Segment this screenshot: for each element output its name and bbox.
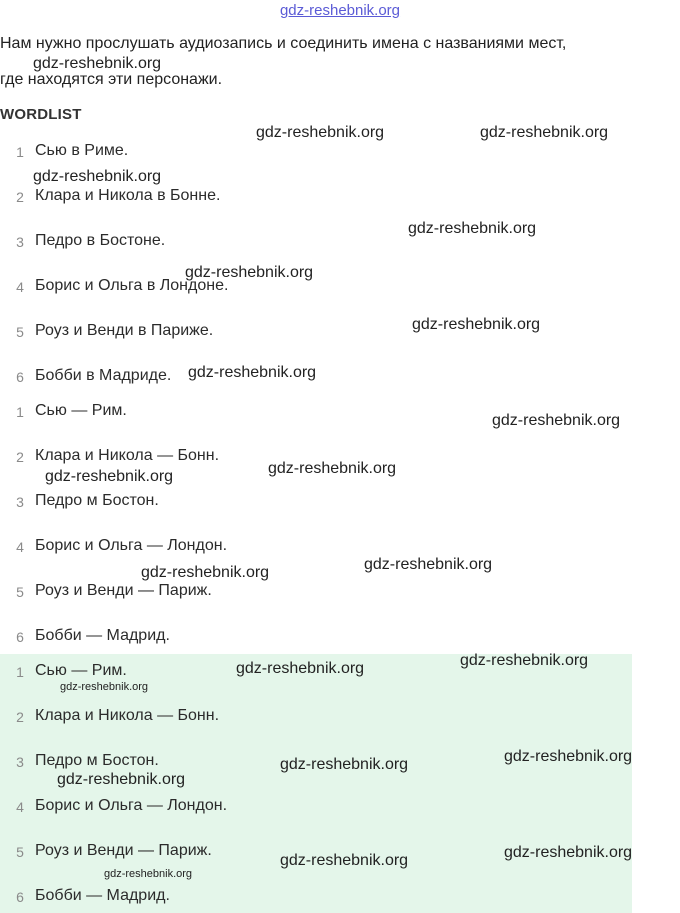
watermark: gdz-reshebnik.org bbox=[256, 124, 385, 141]
item-number: 3 bbox=[16, 754, 24, 770]
item-number: 1 bbox=[16, 144, 24, 160]
item-number: 2 bbox=[16, 189, 24, 205]
watermark-small: gdz-reshebnik.org bbox=[60, 681, 149, 693]
item-text: Клара и Никола в Бонне. bbox=[35, 187, 221, 204]
item-text: Педро в Бостоне. bbox=[35, 232, 166, 249]
item-text: Педро м Бостон. bbox=[35, 492, 159, 509]
item-text: Борис и Ольга — Лондон. bbox=[35, 797, 228, 814]
item-number: 6 bbox=[16, 369, 24, 385]
item-number: 4 bbox=[16, 799, 24, 815]
item-text: Роуз и Венди — Париж. bbox=[35, 582, 212, 599]
watermark: gdz-reshebnik.org bbox=[33, 55, 162, 72]
watermark: gdz-reshebnik.org bbox=[280, 756, 409, 773]
item-number: 3 bbox=[16, 234, 24, 250]
item-number: 4 bbox=[16, 539, 24, 555]
watermark: gdz-reshebnik.org bbox=[408, 220, 537, 237]
item-number: 1 bbox=[16, 664, 24, 680]
item-number: 1 bbox=[16, 404, 24, 420]
watermark: gdz-reshebnik.org bbox=[280, 852, 409, 869]
item-number: 2 bbox=[16, 449, 24, 465]
item-text: Борис и Ольга — Лондон. bbox=[35, 537, 228, 554]
watermark-small: gdz-reshebnik.org bbox=[104, 868, 193, 880]
item-text: Сью — Рим. bbox=[35, 402, 127, 419]
item-number: 5 bbox=[16, 584, 24, 600]
item-number: 4 bbox=[16, 279, 24, 295]
intro-line-2: где находятся эти персонажи. bbox=[0, 71, 223, 88]
item-text: Бобби — Мадрид. bbox=[35, 627, 170, 644]
watermark: gdz-reshebnik.org bbox=[45, 468, 174, 485]
watermark: gdz-reshebnik.org bbox=[188, 364, 317, 381]
watermark: gdz-reshebnik.org bbox=[141, 564, 270, 581]
watermark: gdz-reshebnik.org bbox=[492, 412, 621, 429]
intro-line-1: Нам нужно прослушать аудиозапись и соединить имена с названиями мест, bbox=[0, 35, 567, 52]
watermark: gdz-reshebnik.org bbox=[57, 771, 186, 788]
item-text: Сью в Риме. bbox=[35, 142, 129, 159]
watermark: gdz-reshebnik.org bbox=[364, 556, 493, 573]
item-text: Роуз и Венди в Париже. bbox=[35, 322, 214, 339]
item-text: Педро м Бостон. bbox=[35, 752, 159, 769]
watermark: gdz-reshebnik.org bbox=[412, 316, 541, 333]
watermark: gdz-reshebnik.org bbox=[504, 748, 633, 765]
watermark: gdz-reshebnik.org bbox=[460, 652, 589, 669]
watermark: gdz-reshebnik.org bbox=[33, 168, 162, 185]
item-number: 6 bbox=[16, 889, 24, 905]
item-number: 5 bbox=[16, 844, 24, 860]
item-number: 5 bbox=[16, 324, 24, 340]
watermark: gdz-reshebnik.org bbox=[480, 124, 609, 141]
item-text: Клара и Никола — Бонн. bbox=[35, 447, 220, 464]
watermark: gdz-reshebnik.org bbox=[504, 844, 633, 861]
wordlist-heading: WORDLIST bbox=[0, 106, 82, 123]
watermark: gdz-reshebnik.org bbox=[268, 460, 397, 477]
watermark: gdz-reshebnik.org bbox=[185, 264, 314, 281]
item-text: Клара и Никола — Бонн. bbox=[35, 707, 220, 724]
item-text: Сью — Рим. bbox=[35, 662, 127, 679]
item-text: Борис и Ольга в Лондоне. bbox=[35, 277, 229, 294]
watermark: gdz-reshebnik.org bbox=[236, 660, 365, 677]
item-number: 2 bbox=[16, 709, 24, 725]
item-text: Роуз и Венди — Париж. bbox=[35, 842, 212, 859]
item-text: Бобби в Мадриде. bbox=[35, 367, 172, 384]
header-watermark-link[interactable]: gdz-reshebnik.org bbox=[279, 2, 401, 19]
item-text: Бобби — Мадрид. bbox=[35, 887, 170, 904]
item-number: 6 bbox=[16, 629, 24, 645]
item-number: 3 bbox=[16, 494, 24, 510]
